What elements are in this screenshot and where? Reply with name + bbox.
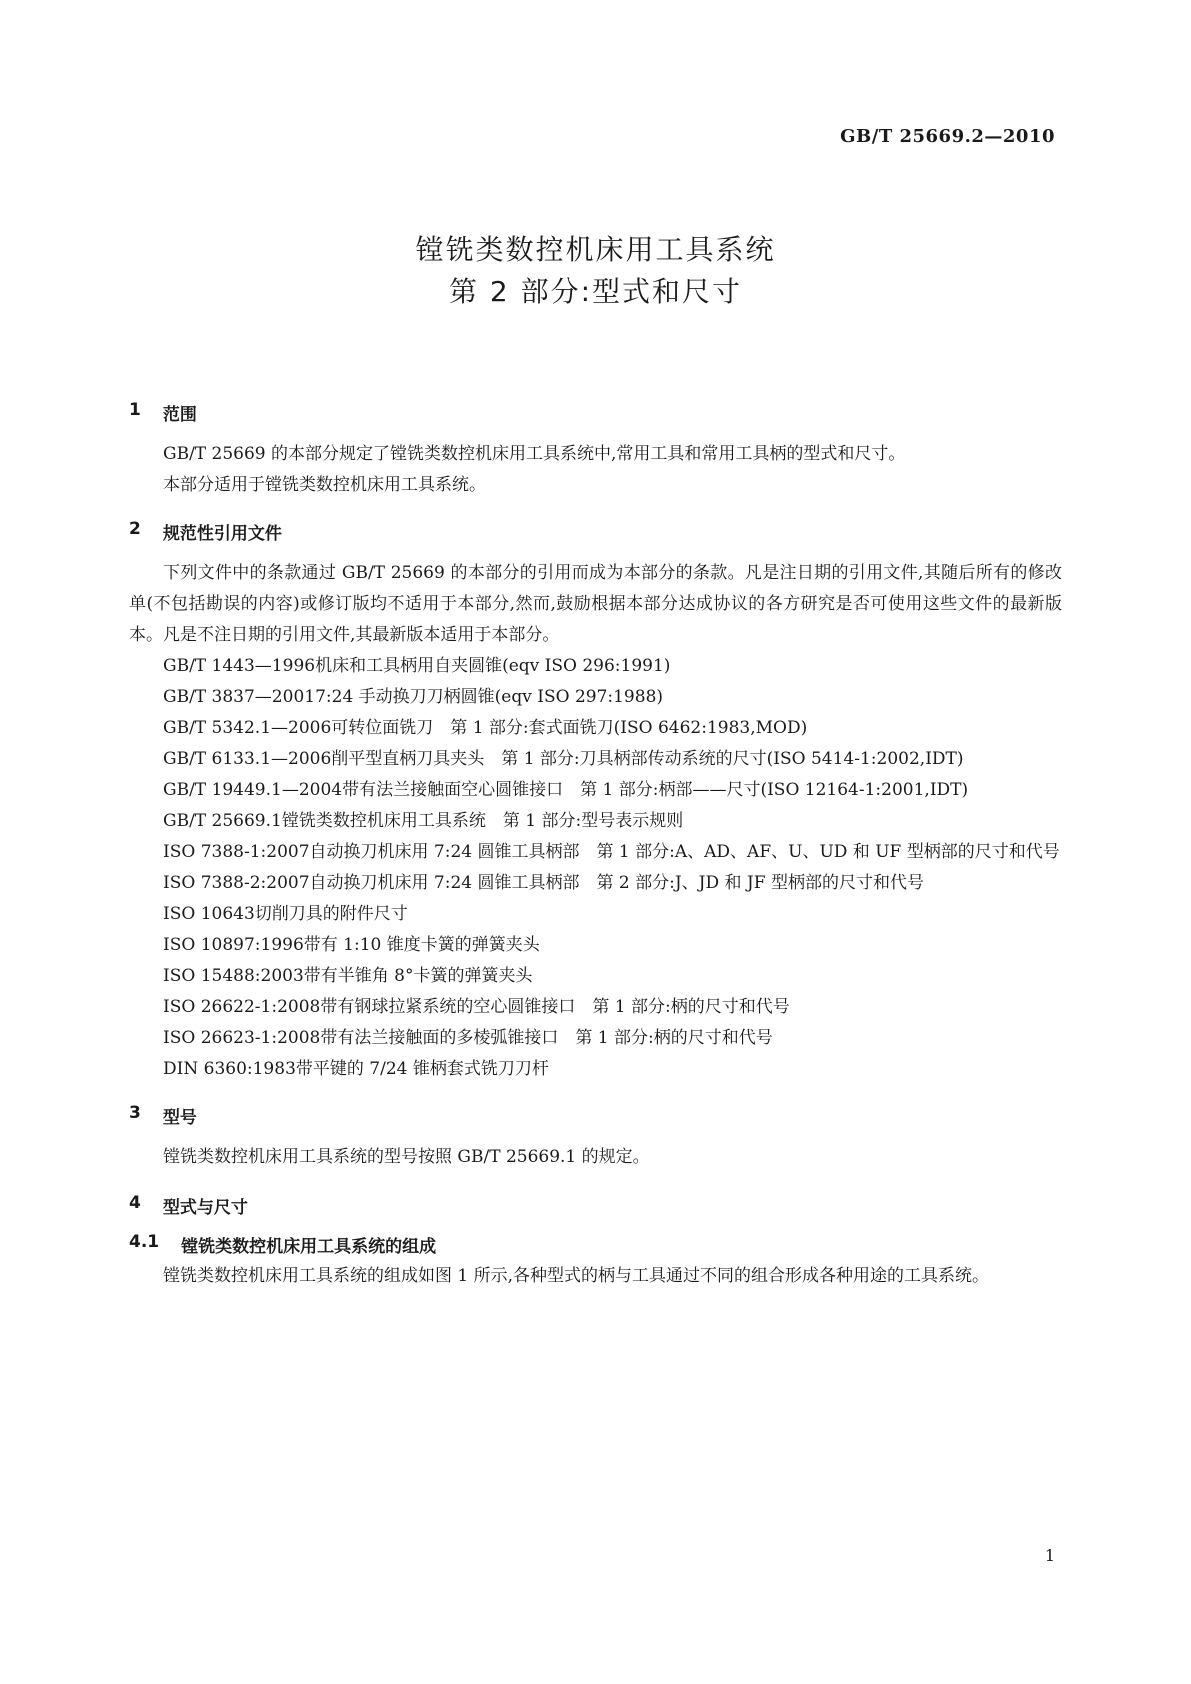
reference-item: ISO 15488:2003带有半锥角 8°卡簧的弹簧夹头 [163,966,533,986]
section-2-heading [129,519,1062,544]
section-title: 规范性引用文件 [162,524,282,544]
reference-item: ISO 10897:1996带有 1:10 锥度卡簧的弹簧夹头 [163,935,540,955]
section-4-1-heading [129,1232,1062,1257]
section-number: 4 [129,1193,141,1213]
section-title: 型号 [162,1108,197,1128]
section-number: 2 [129,519,141,539]
reference-item: ISO 10643切削刀具的附件尺寸 [163,904,408,924]
reference-item: ISO 26622-1:2008带有钢球拉紧系统的空心圆锥接口 第 1 部分:柄的尺寸和代号 [163,997,790,1017]
section-title: 型式与尺寸 [162,1198,248,1218]
section-title: 范围 [162,405,197,425]
section-number: 3 [129,1103,141,1123]
reference-item: GB/T 19449.1—2004带有法兰接触面空心圆锥接口 第 1 部分:柄部——尺寸(ISO 12164-1:2001,IDT) [163,780,969,800]
reference-item: GB/T 5342.1—2006可转位面铣刀 第 1 部分:套式面铣刀(ISO 6462:1983,MOD) [163,718,808,738]
reference-item: ISO 7388-2:2007自动换刀机床用 7:24 圆锥工具柄部 第 2 部分:J、JD 和 JF 型柄部的尺寸和代号 [163,873,924,893]
section-number: 1 [129,400,141,420]
section-number: 4.1 [129,1232,160,1252]
reference-item: ISO 26623-1:2008带有法兰接触面的多棱弧锥接口 第 1 部分:柄的尺寸和代号 [163,1028,773,1048]
reference-item: GB/T 6133.1—2006削平型直柄刀具夹头 第 1 部分:刀具柄部传动系统的尺寸(ISO 5414-1:2002,IDT) [163,749,964,769]
reference-item: GB/T 3837—20017:24 手动换刀刀柄圆锥(eqv ISO 297:1988) [163,687,664,707]
document-body [129,382,1062,1292]
document-subtitle: 第 2 部分:型式和尺寸 [448,275,743,308]
paragraph: GB/T 25669 的本部分规定了镗铣类数控机床用工具系统中,常用工具和常用工具柄的型式和尺寸。 [163,444,906,464]
page-number: 1 [1044,1546,1055,1565]
paragraph: 镗铣类数控机床用工具系统的组成如图 1 所示,各种型式的柄与工具通过不同的组合形成各种用途的工具系统。 [163,1266,990,1286]
section-3-heading [129,1103,1062,1128]
reference-item: GB/T 1443—1996机床和工具柄用自夹圆锥(eqv ISO 296:1991) [163,656,671,676]
reference-item: GB/T 25669.1镗铣类数控机床用工具系统 第 1 部分:型号表示规则 [163,811,684,831]
reference-list [129,651,1062,1085]
section-title: 镗铣类数控机床用工具系统的组成 [181,1237,437,1257]
standard-number: GB/T 25669.2—2010 [840,126,1055,147]
paragraph: 本部分适用于镗铣类数控机床用工具系统。 [163,475,486,495]
document-title: 镗铣类数控机床用工具系统 [415,233,776,266]
section-4-heading [129,1193,1062,1218]
reference-item: DIN 6360:1983带平键的 7/24 锥柄套式铣刀刀杆 [163,1059,549,1079]
reference-item: ISO 7388-1:2007自动换刀机床用 7:24 圆锥工具柄部 第 1 部分:A、AD、AF、U、UD 和 UF 型柄部的尺寸和代号 [163,842,1060,862]
paragraph: 镗铣类数控机床用工具系统的型号按照 GB/T 25669.1 的规定。 [163,1147,650,1167]
section-1-heading [129,400,1062,425]
paragraph: 下列文件中的条款通过 GB/T 25669 的本部分的引用而成为本部分的条款。凡是注日期的引用文件,其随后所有的修改单(不包括勘误的内容)或修订版均不适用于本部分,然而,鼓励根据本部分达成协议的各方研究是否可使用这些文件的最新版本。凡是不注日期的引用文件,其最新版本适用于本部分。 [129,563,1062,645]
